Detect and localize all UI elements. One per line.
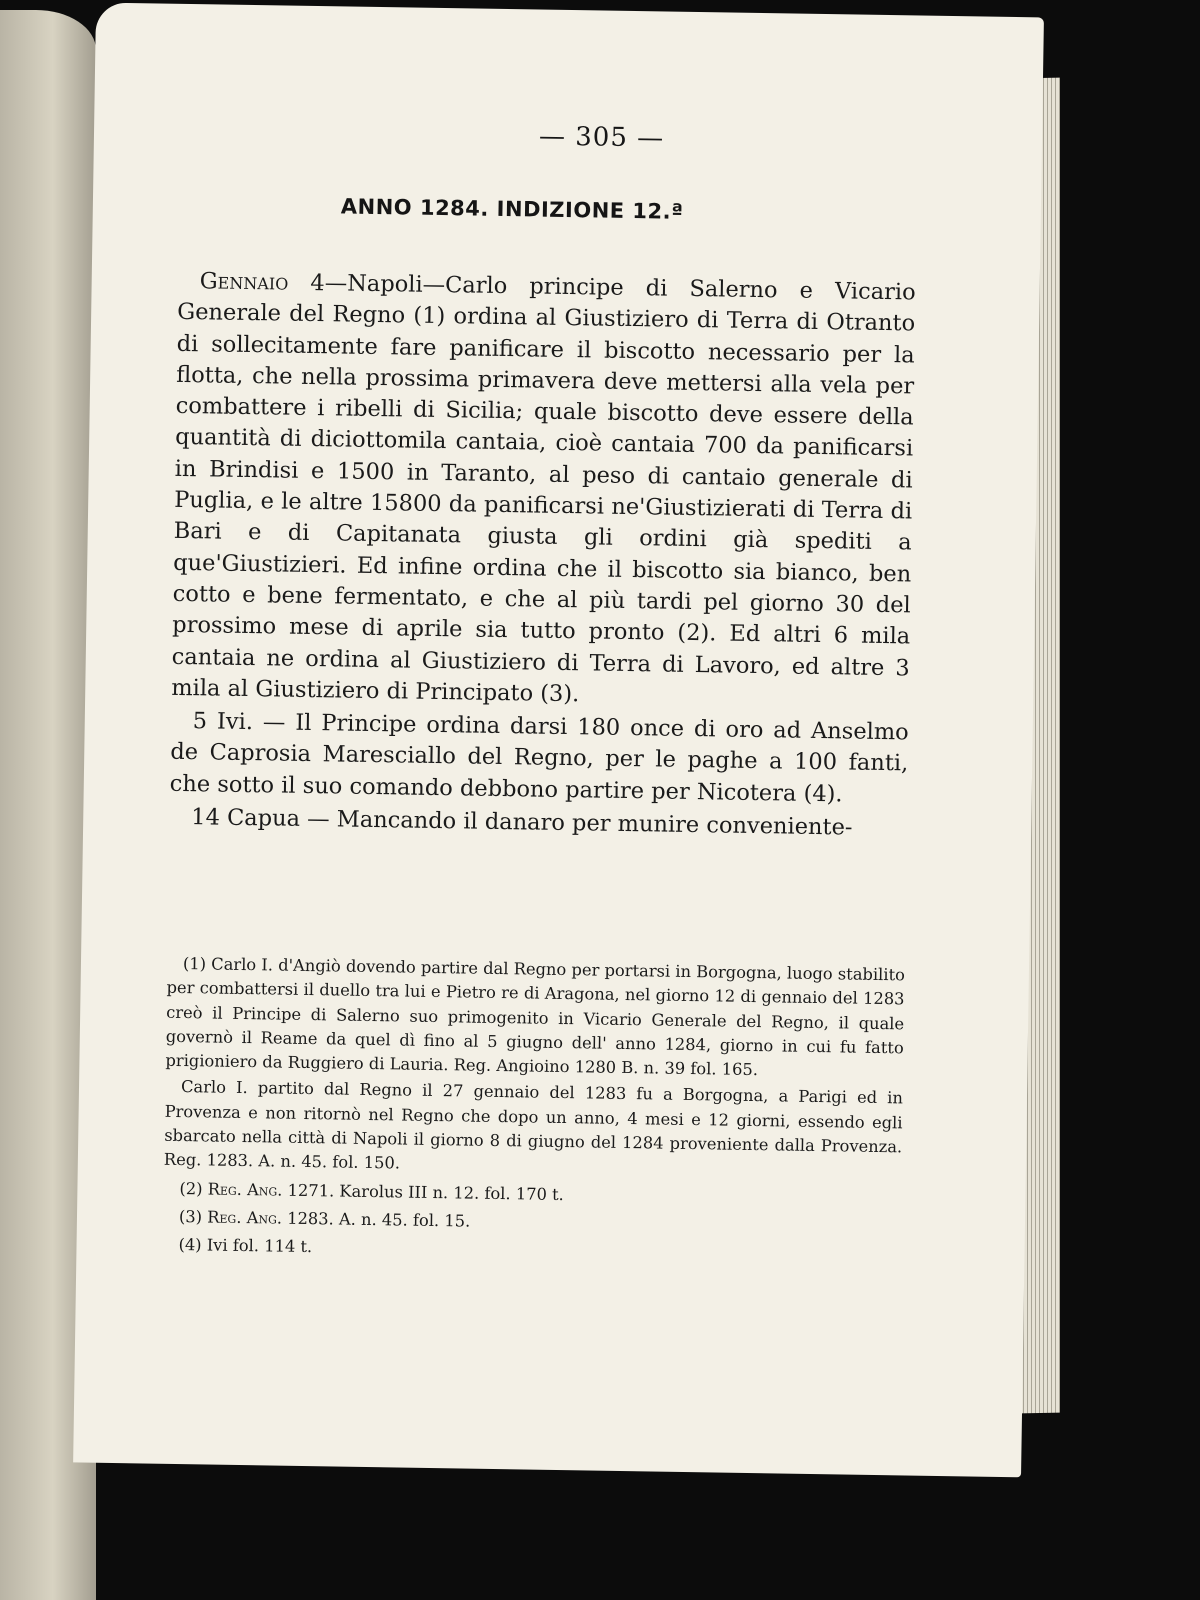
footnote-text: 1283. A. n. 45. fol. 15.: [281, 1208, 471, 1231]
footnote-lead: (3) Reg. Ang.: [178, 1206, 283, 1228]
entry-january-4: [171, 266, 916, 716]
footnotes: [162, 952, 905, 1273]
book-page: [73, 3, 1044, 1478]
page-heading: ANNO 1284. INDIZIONE 12.ª: [340, 194, 684, 224]
entry-text: 4—Napoli—Carlo principe di Salerno e Vicario Generale del Regno (1) ordina al Giustiziero di Terra di Otranto di sollecitamente fare panificare il biscotto necessario per la flotta, che nella prossima primavera deve mettersi alla vela per combattere i ribelli di Sicilia; quale biscotto deve essere della quantità di diciottomila cantaia, cioè cantaia 700 da panificarsi in Brindisi e 1500 in Taranto, al peso di cantaio generale di Puglia, e le altre 15800 da panificarsi ne'Giustizierati di Terra di Bari e di Capitanata giusta gli ordini già spediti a que'Giustizieri. Ed infine ordina che il biscotto sia bianco, ben cotto e bene fermentato, e che al più tardi pel giorno 30 del prossimo mese di aprile sia tutto pronto (2). Ed altri 6 mila cantaia ne ordina al Giustiziero di Terra di Lavoro, ed altre 3 mila al Giustiziero di Principato (3).: [171, 269, 916, 708]
main-text: [169, 266, 916, 847]
footnote-1: (1) Carlo I. d'Angiò dovendo partire dal Regno per portarsi in Borgogna, luogo stabilito per combattersi il duello tra lui e Pietro re di Aragona, nel giorno 12 di gennaio del 1283 creò il Principe di Salerno suo primogenito in Vicario Generale del Regno, il quale governò il Reame da quel dì fino al 5 giugno dell' anno 1284, giorno in cui fu fatto prigioniero da Ruggiero di Lauria. Reg. Angioino 1280 B. n. 39 fol. 165.: [165, 954, 906, 1080]
entry-lead: Gennaio: [199, 268, 289, 296]
footnote-1-continued: Carlo I. partito dal Regno il 27 gennaio del 1283 fu a Borgogna, a Parigi ed in Provenza e non ritornò nel Regno che dopo un anno, 4 mesi e 12 giorni, essendo egli sbarcato nella città di Napoli il giorno 8 di giugno del 1284 proveniente dalla Provenza. Reg. 1283. A. n. 45. fol. 150.: [163, 1077, 904, 1173]
entry-14: 14 Capua — Mancando il danaro per munire conveniente-: [191, 804, 853, 841]
footnote-4: (4) Ivi fol. 114 t.: [178, 1235, 313, 1257]
footnote-text: 1271. Karolus III n. 12. fol. 170 t.: [282, 1180, 564, 1204]
footnote-lead: (2) Reg. Ang.: [179, 1178, 283, 1200]
entry-5: 5 Ivi. — Il Principe ordina darsi 180 once di oro ad Anselmo de Caprosia Maresciallo del Regno, per le paghe a 100 fanti, che sotto il suo comando debbono partire per Nicotera (4).: [169, 708, 909, 808]
page-number: — 305 —: [538, 121, 665, 154]
